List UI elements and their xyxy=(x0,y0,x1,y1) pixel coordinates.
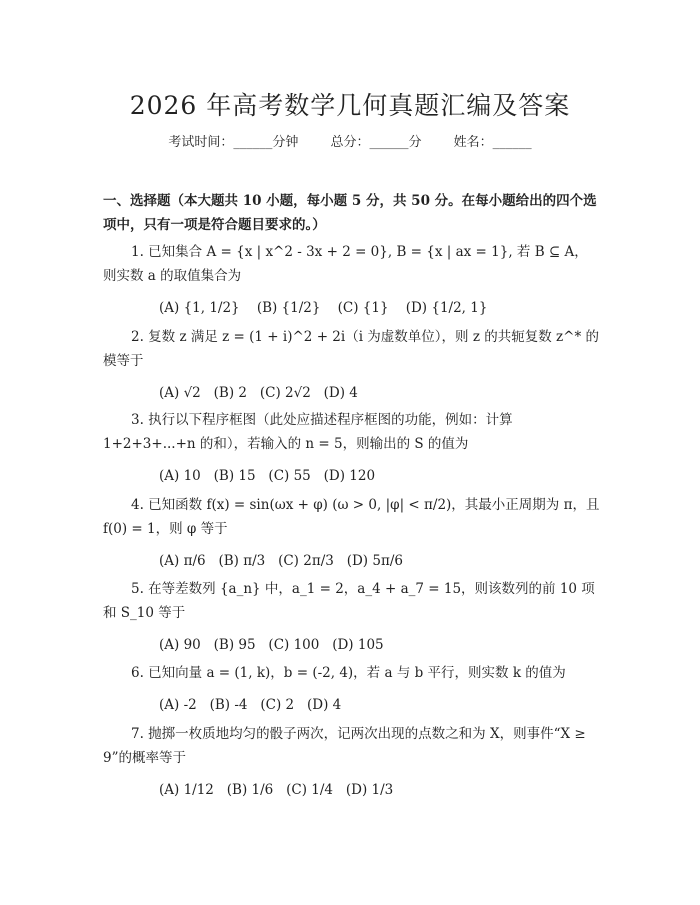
question-stem: 7. 抛掷一枚质地均匀的骰子两次，记两次出现的点数之和为 X，则事件“X ≥ 9”的概率等于 xyxy=(103,726,586,766)
question-stem: 6. 已知向量 a = (1, k)，b = (-2, 4)，若 a 与 b 平行，则实数 k 的值为 xyxy=(131,665,566,681)
question-5 xyxy=(103,577,600,657)
question-6 xyxy=(103,661,600,717)
page-title: 2026 年高考数学几何真题汇编及答案 xyxy=(129,91,571,120)
question-options: (A) 10 (B) 15 (C) 55 (D) 120 xyxy=(159,468,376,484)
question-3 xyxy=(103,408,600,488)
question-options: (A) √2 (B) 2 (C) 2√2 (D) 4 xyxy=(159,385,358,401)
question-4 xyxy=(103,493,600,573)
question-7 xyxy=(103,722,600,802)
exam-meta xyxy=(0,131,700,150)
student-name: 姓名：______ xyxy=(453,135,532,150)
question-stem: 1. 已知集合 A = {x | x^2 - 3x + 2 = 0}, B = {x | ax = 1}, 若 B ⊆ A，则实数 a 的取值集合为 xyxy=(103,244,588,284)
question-stem: 5. 在等差数列 {a_n} 中，a_1 = 2，a_4 + a_7 = 15，则该数列的前 10 项和 S_10 等于 xyxy=(103,581,595,621)
exam-time: 考试时间：______分钟 xyxy=(168,135,299,150)
question-stem: 3. 执行以下程序框图（此处应描述程序框图的功能，例如：计算 1+2+3+...+n 的和），若输入的 n = 5，则输出的 S 的值为 xyxy=(103,412,513,452)
question-options: (A) 1/12 (B) 1/6 (C) 1/4 (D) 1/3 xyxy=(159,782,394,798)
section-heading: 一、选择题（本大题共 10 小题，每小题 5 分，共 50 分。在每小题给出的四个选项中，只有一项是符合题目要求的。） xyxy=(103,193,597,233)
exam-total-score: 总分：______分 xyxy=(330,135,422,150)
question-stem: 4. 已知函数 f(x) = sin(ωx + φ) (ω > 0, |φ| < π/2)，其最小正周期为 π，且 f(0) = 1，则 φ 等于 xyxy=(103,497,600,537)
question-options: (A) π/6 (B) π/3 (C) 2π/3 (D) 5π/6 xyxy=(159,553,403,569)
question-options: (A) {1, 1/2} (B) {1/2} (C) {1} (D) {1/2, 1} xyxy=(159,300,488,316)
question-2 xyxy=(103,325,600,405)
question-1 xyxy=(103,240,600,320)
question-stem: 2. 复数 z 满足 z = (1 + i)^2 + 2i（i 为虚数单位），则 z 的共轭复数 z^* 的模等于 xyxy=(103,329,600,369)
question-options: (A) -2 (B) -4 (C) 2 (D) 4 xyxy=(159,697,342,713)
question-options: (A) 90 (B) 95 (C) 100 (D) 105 xyxy=(159,637,384,653)
